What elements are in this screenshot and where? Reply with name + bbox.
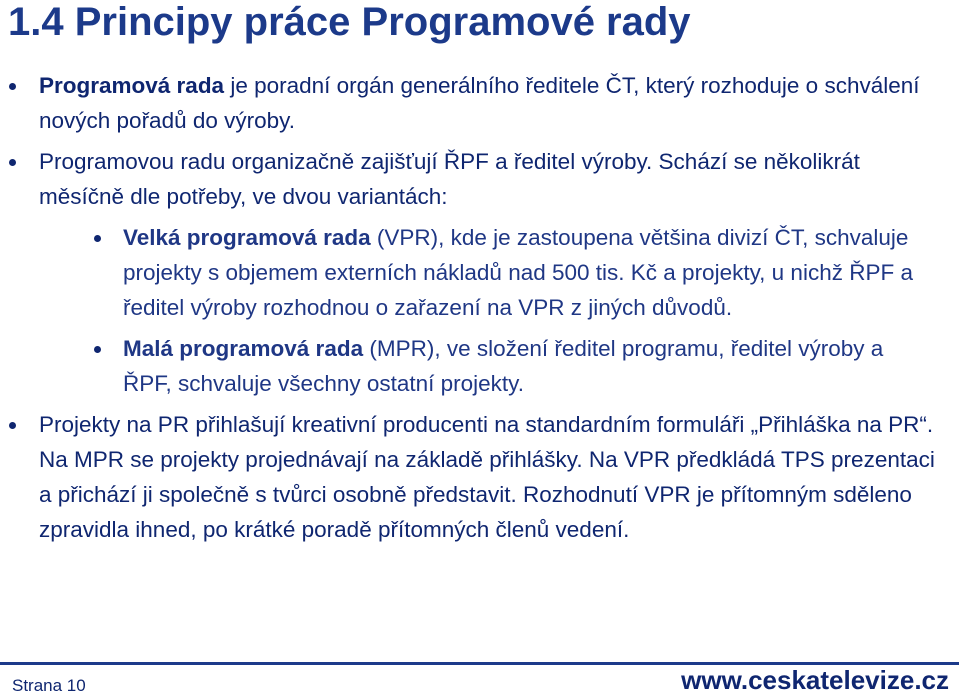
- bullet-vpr: [123, 220, 933, 325]
- bullet-lead: Velká programová rada: [123, 225, 371, 250]
- bullet-text: je poradní orgán generálního ředitele ČT, který rozhoduje o schválení nových pořadů do výroby.: [39, 73, 920, 133]
- bullet-text: (MPR), ve složení ředitel programu, ředitel výroby a ŘPF, schvaluje všechny ostatní projekty.: [123, 336, 884, 396]
- bullet-dot: [94, 346, 101, 353]
- bullet-lead: Malá programová rada: [123, 336, 364, 361]
- bullet-dot: [9, 422, 16, 429]
- bullet-projekty: [39, 407, 944, 547]
- bullet-mpr: [123, 331, 933, 401]
- bullet-dot: [9, 159, 16, 166]
- bullet-programova-rada: [39, 68, 944, 138]
- slide-content: [0, 68, 959, 553]
- bullet-text: Projekty na PR přihlašují kreativní producenti na standardním formuláři „Přihláška na PR“. Na MPR se projekty projednávají na základě přihlášky. Na VPR předkládá TPS prezentaci a přichází ji společně s tvůrci osobně představit. Rozhodnutí VPR je přítomným sděleno zpravidla ihned, po krátké poradě přítomných členů vedení.: [39, 412, 935, 542]
- bullet-organizace: [39, 144, 944, 214]
- footer-url[interactable]: www.ceskatelevize.cz: [681, 665, 949, 695]
- page-number: Strana 10: [12, 676, 86, 695]
- bullet-text: (VPR), kde je zastoupena většina divizí ČT, schvaluje projekty s objemem externích nákladů nad 500 tis. Kč a projekty, u nichž ŘPF a ředitel výroby rozhodnou o zařazení na VPR z jiných důvodů.: [123, 225, 913, 320]
- bullet-dot: [94, 235, 101, 242]
- bullet-text: Programovou radu organizačně zajišťují ŘPF a ředitel výroby. Schází se několikrát měsíčně dle potřeby, ve dvou variantách:: [39, 149, 860, 209]
- bullet-dot: [9, 83, 16, 90]
- slide-title: 1.4 Principy práce Programové rady: [8, 0, 691, 44]
- bullet-lead: Programová rada: [39, 73, 225, 98]
